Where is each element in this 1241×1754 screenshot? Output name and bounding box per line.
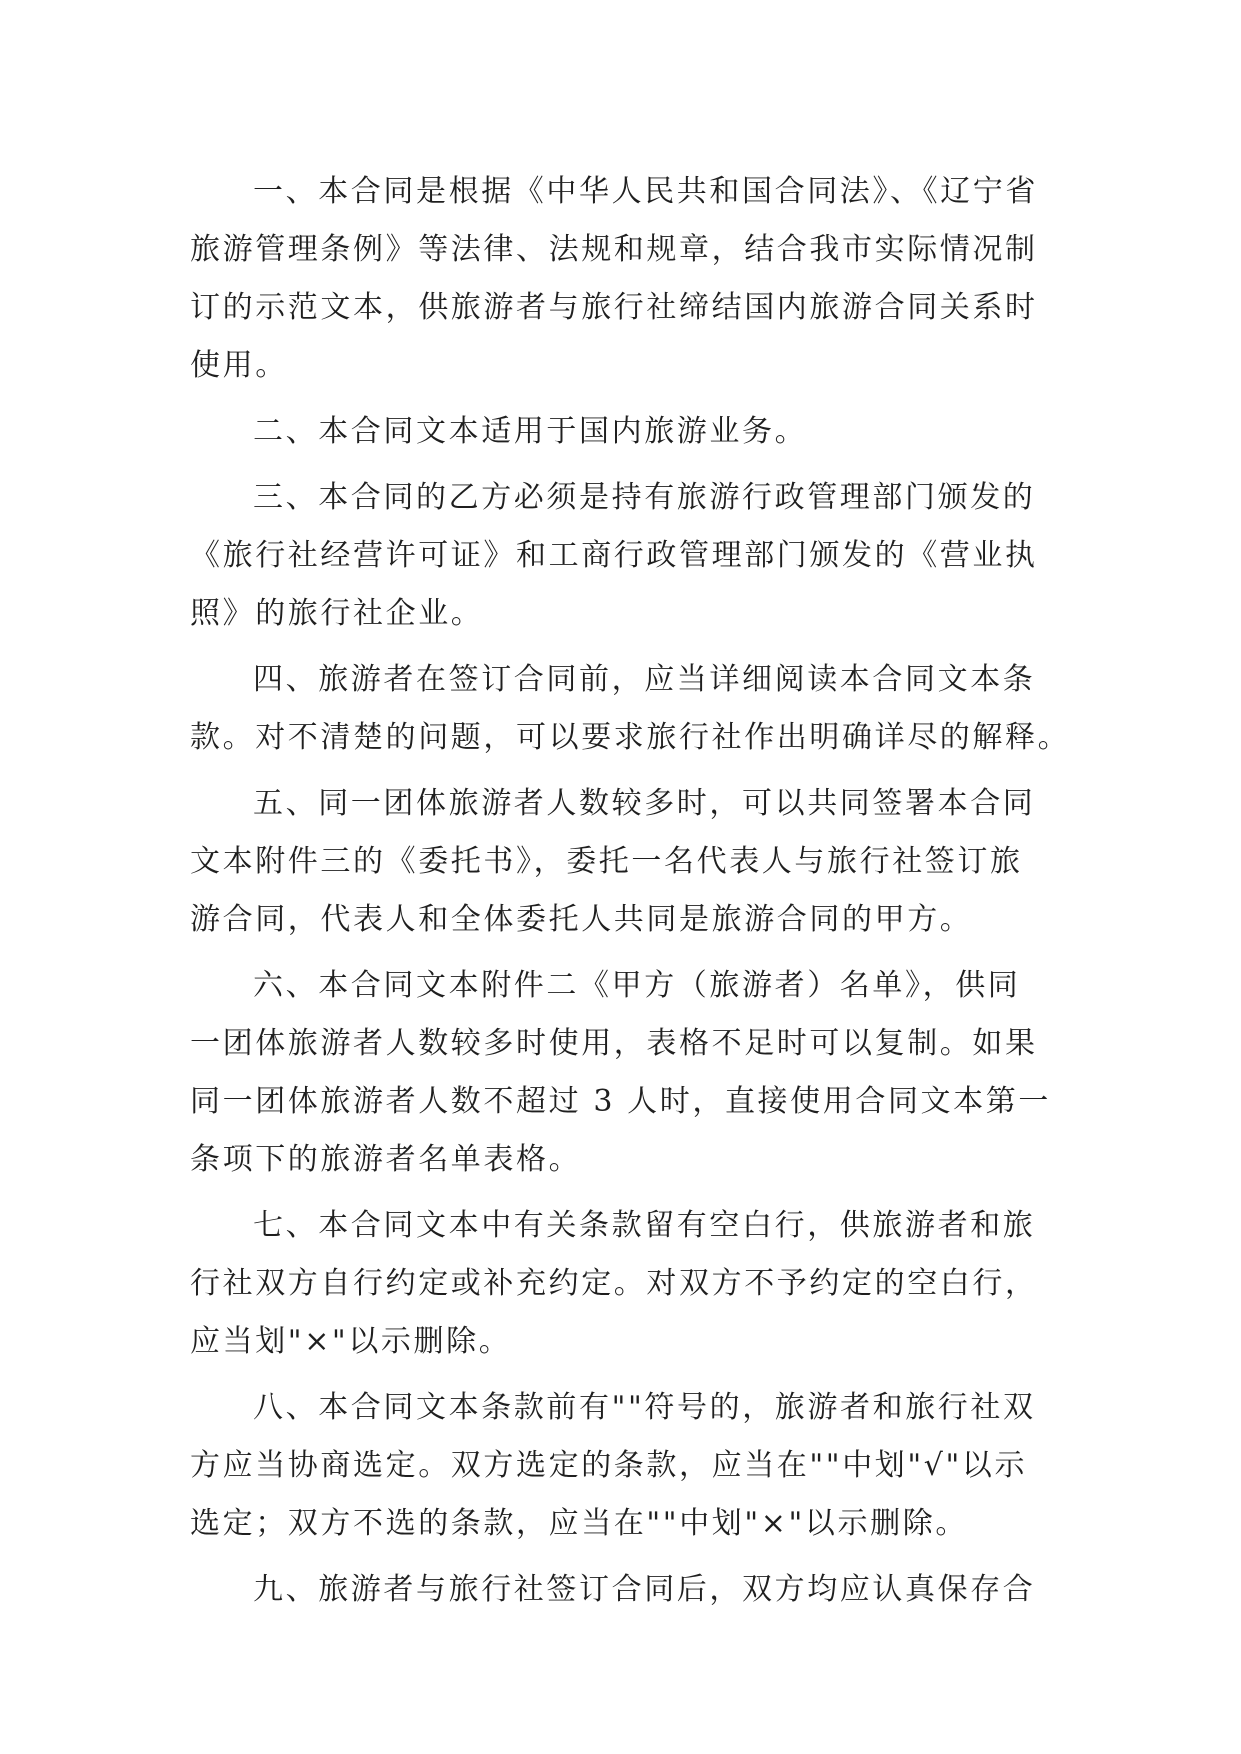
paragraph-line: 四、旅游者在签订合同前，应当详细阅读本合同文本条	[253, 662, 1036, 697]
paragraph-line: 二、本合同文本适用于国内旅游业务。	[253, 414, 808, 449]
paragraph-line: 五、同一团体旅游者人数较多时，可以共同签署本合同	[253, 786, 1036, 821]
paragraph-2	[190, 403, 1052, 461]
paragraph-8	[190, 1379, 1052, 1553]
paragraph-line: 九、旅游者与旅行社签订合同后，双方均应认真保存合	[253, 1572, 1036, 1607]
paragraph-9	[190, 1561, 1052, 1619]
paragraph-line: 同一团体旅游者人数不超过 3 人时，直接使用合同文本第一	[190, 1084, 1051, 1119]
paragraph-line: 行社双方自行约定或补充约定。对双方不予约定的空白行，	[190, 1266, 1038, 1301]
paragraph-line: 款。对不清楚的问题，可以要求旅行社作出明确详尽的解释。	[190, 720, 1071, 755]
paragraph-line: 方应当协商选定。双方选定的条款，应当在""中划"√"以示	[190, 1448, 1028, 1483]
paragraph-line: 应当划"×"以示删除。	[190, 1324, 512, 1359]
paragraph-line: 条项下的旅游者名单表格。	[190, 1142, 582, 1177]
paragraph-line: 文本附件三的《委托书》，委托一名代表人与旅行社签订旅	[190, 844, 1023, 879]
paragraph-1	[190, 163, 1052, 395]
paragraph-5	[190, 775, 1052, 949]
paragraph-line: 《旅行社经营许可证》和工商行政管理部门颁发的《营业执	[190, 538, 1038, 573]
document-body	[190, 163, 1071, 1627]
paragraph-line: 八、本合同文本条款前有""符号的，旅游者和旅行社双	[253, 1390, 1036, 1425]
paragraph-line: 七、本合同文本中有关条款留有空白行，供旅游者和旅	[253, 1208, 1036, 1243]
paragraph-line: 一团体旅游者人数较多时使用，表格不足时可以复制。如果	[190, 1026, 1038, 1061]
paragraph-line: 一、本合同是根据《中华人民共和国合同法》、《辽宁省	[253, 174, 1038, 209]
paragraph-7	[190, 1197, 1052, 1371]
paragraph-4	[190, 651, 1071, 767]
paragraph-line: 照》的旅行社企业。	[190, 596, 484, 631]
paragraph-line: 游合同，代表人和全体委托人共同是旅游合同的甲方。	[190, 902, 973, 937]
paragraph-line: 六、本合同文本附件二《甲方（旅游者）名单》，供同	[253, 968, 1021, 1003]
paragraph-3	[190, 469, 1052, 643]
paragraph-line: 使用。	[190, 348, 288, 383]
paragraph-6	[190, 957, 1052, 1189]
paragraph-line: 订的示范文本，供旅游者与旅行社缔结国内旅游合同关系时	[190, 290, 1038, 325]
paragraph-line: 选定；双方不选的条款，应当在""中划"×"以示删除。	[190, 1506, 968, 1541]
paragraph-line: 三、本合同的乙方必须是持有旅游行政管理部门颁发的	[253, 480, 1036, 515]
paragraph-line: 旅游管理条例》等法律、法规和规章，结合我市实际情况制	[190, 232, 1038, 267]
